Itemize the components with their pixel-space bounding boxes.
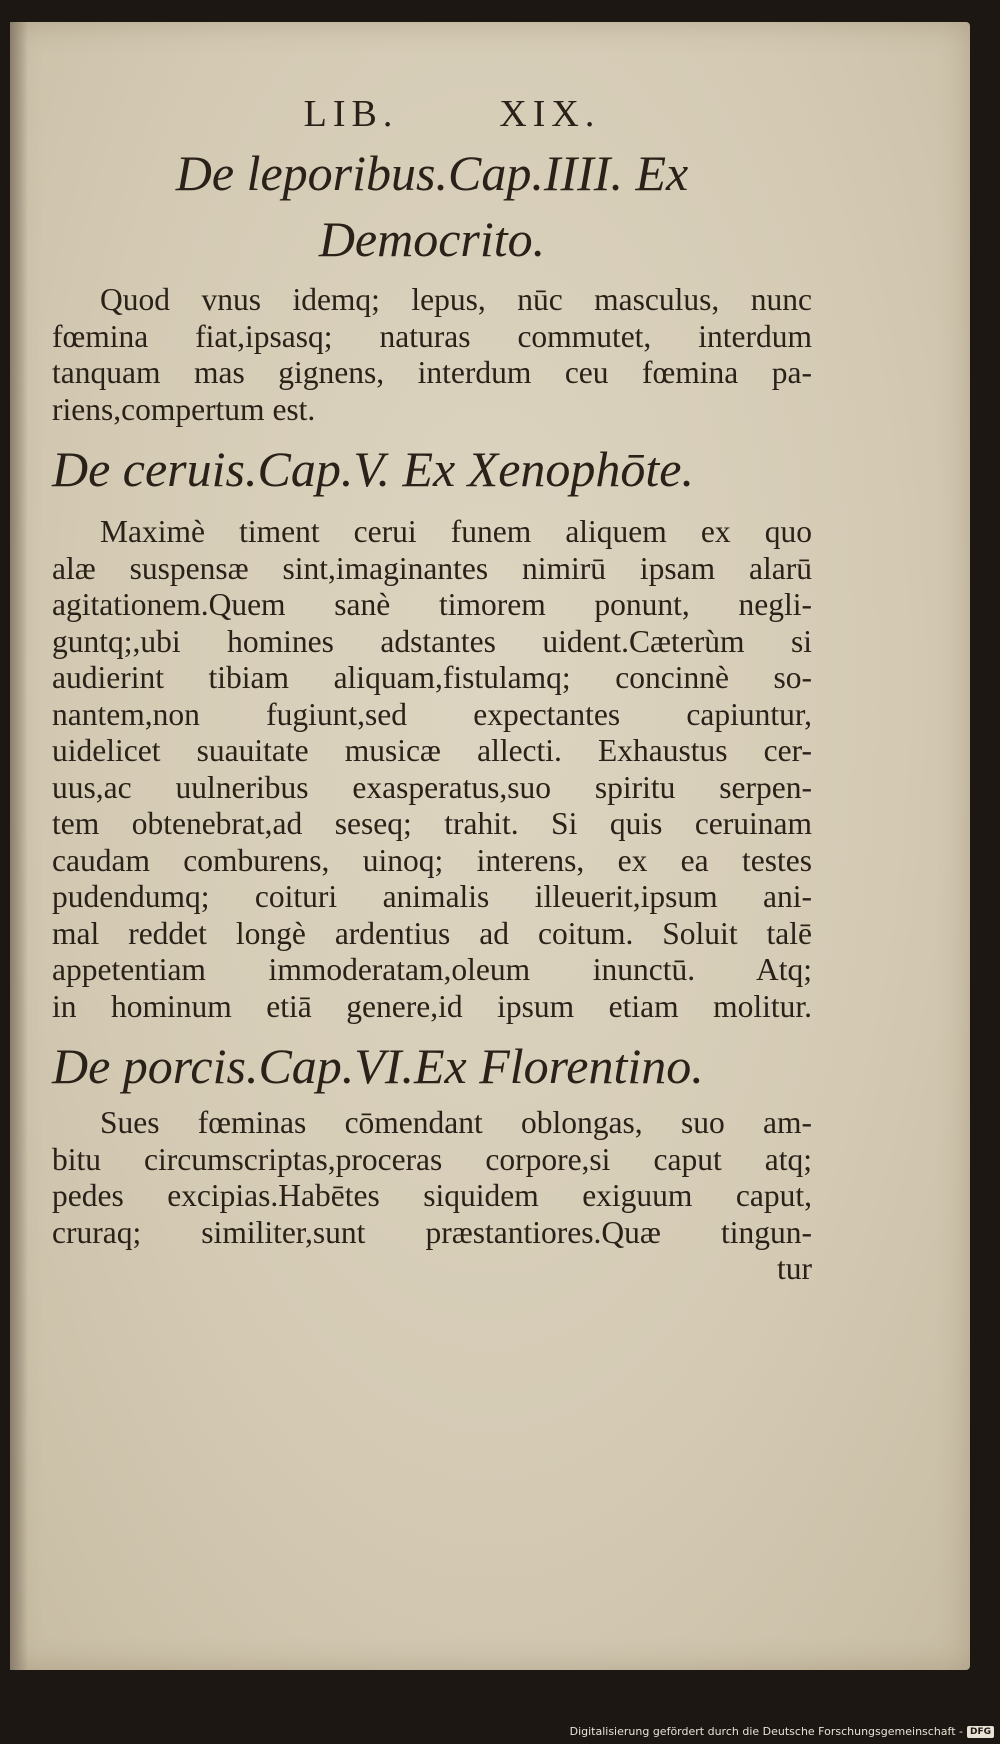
text-line: agitationem.Quem sanè timorem ponunt, negli- — [52, 587, 812, 622]
text-line: uidelicet suauitate musicæ allecti. Exhaustus cer- — [52, 733, 812, 768]
catchword: tur — [777, 1251, 812, 1286]
text-line: tanquam mas gignens, interdum ceu fœmina pa- — [52, 355, 812, 390]
chapter-heading-leporibus: De leporibus.Cap.IIII. Ex Democrito. — [175, 145, 689, 267]
running-head — [92, 92, 812, 136]
text-line: cruraq; similiter,sunt præstantiores.Quæ tingun- — [52, 1214, 812, 1250]
text-line: Maximè timent cerui funem aliquem ex quo — [100, 514, 812, 549]
credit-text: Digitalisierung gefördert durch die Deutsche Forschungsgemeinschaft - — [569, 1725, 963, 1738]
chapter-heading-porcis: De porcis.Cap.VI.Ex Florentino. — [52, 1038, 704, 1094]
text-line: Quod vnus idemq; lepus, nūc masculus, nunc — [100, 282, 812, 317]
text-line: in hominum etiā genere,id ipsum etiam molitur. — [52, 988, 812, 1024]
text-line: nantem,non fugiunt,sed expectantes capiuntur, — [52, 696, 812, 732]
paragraph-leporibus — [52, 282, 812, 428]
text-line: uus,ac uulneribus exasperatus,suo spiritu serpen- — [52, 769, 812, 805]
running-head-number: XIX. — [499, 93, 601, 135]
text-line: audierint tibiam aliquam,fistulamq; concinnè so- — [52, 660, 812, 695]
text-line: fœmina fiat,ipsasq; naturas commutet, interdum — [52, 318, 812, 354]
text-line: bitu circumscriptas,proceras corpore,si caput atq; — [52, 1141, 812, 1177]
paragraph-porcis — [52, 1105, 812, 1251]
text-line: pedes excipias.Habētes siquidem exiguum caput, — [52, 1178, 812, 1213]
dfg-logo: DFG — [967, 1726, 994, 1738]
text-line: pudendumq; coituri animalis illeuerit,ipsum ani- — [52, 879, 812, 914]
page-gutter-shadow — [10, 22, 28, 1670]
text-line: alæ suspensæ sint,imaginantes nimirū ipsam alarū — [52, 550, 812, 586]
text-block — [52, 92, 812, 1288]
text-line: Sues fœminas cōmendant oblongas, suo am- — [100, 1105, 812, 1140]
text-line: appetentiam immoderatam,oleum inunctū. Atq; — [52, 952, 812, 987]
running-head-lib: LIB. — [303, 93, 399, 135]
book-page — [10, 22, 970, 1670]
paragraph-ceruis — [52, 514, 812, 1025]
text-line: mal reddet longè ardentius ad coitum. Soluit talē — [52, 915, 812, 951]
text-line: riens,compertum est. — [52, 391, 316, 427]
text-line: guntq;,ubi homines adstantes uident.Cæterùm si — [52, 623, 812, 659]
text-line: tem obtenebrat,ad seseq; trahit. Si quis ceruinam — [52, 806, 812, 841]
digitization-credit — [570, 1725, 994, 1738]
chapter-heading-ceruis: De ceruis.Cap.V. Ex Xenophōte. — [52, 441, 694, 497]
text-line: caudam comburens, uinoq; interens, ex ea testes — [52, 842, 812, 878]
